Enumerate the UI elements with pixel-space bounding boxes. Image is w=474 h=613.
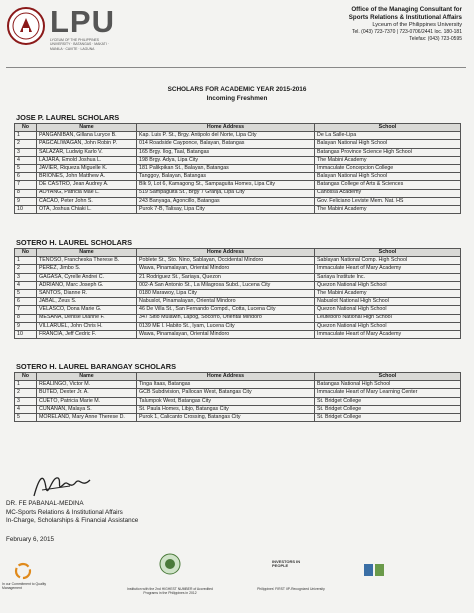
cell-address: Nabuslot, Pinamalayan, Oriental Mindoro: [137, 298, 315, 306]
table-row: [15, 381, 461, 389]
col-header-no: No: [15, 249, 37, 257]
cell-school: Immaculate Heart of Mary Learning Center: [315, 389, 461, 397]
scholars-table-shl-barangay: [14, 372, 461, 422]
cell-address: Purok 1, Calicanto Crossing, Batangas City: [137, 413, 315, 421]
table-row: [15, 306, 461, 314]
cell-school: Batangas National High School: [315, 381, 461, 389]
cell-no: 6: [15, 173, 37, 181]
cell-name: OTA, Joshua Chiaki L.: [37, 205, 137, 213]
cell-school: Batangas Province Science High School: [315, 148, 461, 156]
quality-ring-icon: [14, 562, 32, 580]
cell-school: Leuteboro National High School: [315, 314, 461, 322]
cell-name: JABAL, Zeus S.: [37, 298, 137, 306]
office-line-3: Lyceum of the Philippines University: [372, 22, 462, 29]
cell-address: 46 De Villa St., San Fernando Compd., Cotta, Lucena City: [137, 306, 315, 314]
cell-no: 5: [15, 413, 37, 421]
cell-school: Immaculate Heart of Mary Academy: [315, 330, 461, 338]
cell-name: MORELAND, Mary Anne Therese D.: [37, 413, 137, 421]
cell-school: The Mabini Academy: [315, 205, 461, 213]
cell-address: 198 Brgy. Adya, Lipa City: [137, 156, 315, 164]
cell-address: Purok 7-B, Talisay, Lipa City: [137, 205, 315, 213]
cell-no: 2: [15, 140, 37, 148]
cell-no: 3: [15, 273, 37, 281]
section-title-shl-barangay: SOTERO H. LAUREL BARANGAY SCHOLARS: [16, 362, 177, 371]
cell-name: PANGANIBAN, Gillana Luryce B.: [37, 132, 137, 140]
section-title-jpl: JOSE P. LAUREL SCHOLARS: [16, 113, 120, 122]
table-row: [15, 265, 461, 273]
footer-iip-text: Philippines' FIRST IIP-Recognized University: [257, 587, 325, 591]
cell-address: 002-A San Antonio St., La Milagrosa Subd., Lucena City: [137, 281, 315, 289]
table-row: [15, 156, 461, 164]
cell-school: Sariaya Institute Inc.: [315, 273, 461, 281]
cell-address: St. Paula Homes, Libjo, Batangas City: [137, 405, 315, 413]
cell-no: 9: [15, 197, 37, 205]
cell-no: 3: [15, 397, 37, 405]
signatory-name: DR. FE PABANAL-MEDINA: [6, 500, 84, 507]
table-row: [15, 314, 461, 322]
cell-name: SANTOS, Dianne R.: [37, 289, 137, 297]
table-row: [15, 405, 461, 413]
col-header-name: Name: [37, 124, 137, 132]
cell-school: Quezon National High School: [315, 281, 461, 289]
cell-school: St. Bridget College: [315, 413, 461, 421]
table-row: [15, 322, 461, 330]
cell-no: 1: [15, 132, 37, 140]
cell-no: 5: [15, 164, 37, 172]
table-row: [15, 397, 461, 405]
table-row: [15, 173, 461, 181]
footer-item-quality: [2, 582, 62, 591]
cell-name: ADRIANO, Marc Joseph G.: [37, 281, 137, 289]
cell-name: VELASCO, Dona Marie G.: [37, 306, 137, 314]
investors-in-people-logo: INVESTORS IN PEOPLE: [272, 559, 301, 569]
table-row: [15, 132, 461, 140]
cell-address: 181 Palikpikan St., Balayan, Batangas: [137, 164, 315, 172]
table-row: [15, 273, 461, 281]
cell-address: GCB Subdivision, Pallocan West, Batangas City: [137, 389, 315, 397]
table-row: [15, 181, 461, 189]
col-header-school: School: [315, 124, 461, 132]
scholars-table-shl: [14, 248, 461, 339]
office-line-2: Sports Relations & Institutional Affairs: [348, 14, 462, 22]
cell-school: Gov. Feliciano Leviste Mem. Nat. HS: [315, 197, 461, 205]
table-row: [15, 257, 461, 265]
title-line-1: SCHOLARS FOR ACADEMIC YEAR 2015-2016: [167, 86, 307, 93]
cell-address: 519 Sampaguita St., Brgy 7 Granja, Lipa City: [137, 189, 315, 197]
cell-name: CUNANAN, Malaya S.: [37, 405, 137, 413]
table-row: [15, 281, 461, 289]
section-title-shl: SOTERO H. LAUREL SCHOLARS: [16, 238, 133, 247]
cell-school: Canossa Academy: [315, 189, 461, 197]
cell-school: St. Bridget College: [315, 397, 461, 405]
office-line-1: Office of the Managing Consultant for: [351, 6, 462, 13]
cell-no: 4: [15, 405, 37, 413]
table-row: [15, 413, 461, 421]
cell-address: 347 Sitio Mulawin, Lapog, Socorro, Oriental Mindoro: [137, 314, 315, 322]
cell-name: CUETO, Patricia Marie M.: [37, 397, 137, 405]
cell-school: Quezon National High School: [315, 306, 461, 314]
cell-name: PAGCALIWAGAN, John Robin P.: [37, 140, 137, 148]
office-contact: [262, 6, 462, 42]
cell-no: 5: [15, 289, 37, 297]
cell-name: LAJARA, Emold Joshua L.: [37, 156, 137, 164]
cell-name: BUTED, Dexter Jr. A.: [37, 389, 137, 397]
cell-no: 4: [15, 281, 37, 289]
document-date: February 6, 2015: [6, 536, 54, 543]
cell-no: 2: [15, 265, 37, 273]
cell-name: CACAO, Peter John S.: [37, 197, 137, 205]
col-header-school: School: [315, 373, 461, 381]
brand-name: LPU: [50, 4, 115, 39]
office-phone: Tel. (043) 723-7370 | 723-0706/2441 loc. 180-181: [352, 29, 462, 36]
table-row: [15, 205, 461, 213]
cell-no: 4: [15, 156, 37, 164]
cell-no: 8: [15, 189, 37, 197]
cell-no: 1: [15, 257, 37, 265]
table-row: [15, 148, 461, 156]
cell-no: 6: [15, 298, 37, 306]
footer-accredited-line-2: Programs in the Philippines in 2012: [143, 591, 197, 596]
cell-no: 3: [15, 148, 37, 156]
table-row: [15, 164, 461, 172]
col-header-no: No: [15, 124, 37, 132]
scholars-table-jpl: [14, 123, 461, 214]
cell-address: Talumpok West, Batangas City: [137, 397, 315, 405]
cell-no: 9: [15, 322, 37, 330]
cell-school: Batangas College of Arts & Sciences: [315, 181, 461, 189]
header-divider: [6, 67, 466, 68]
page-title: [0, 86, 474, 103]
cell-no: 8: [15, 314, 37, 322]
table-row: [15, 298, 461, 306]
cell-name: REALINGO, Victor M.: [37, 381, 137, 389]
cell-school: Immaculate Concepcion College: [315, 164, 461, 172]
cell-school: The Mabini Academy: [315, 289, 461, 297]
footer-item-accredited: [115, 587, 225, 596]
footer-accredited-line-1: Institution with the 2nd HIGHEST NUMBER of Accredited: [127, 587, 213, 591]
cell-school: Sablayan National Comp. High School: [315, 257, 461, 265]
cell-name: AOYANG, Patricia Mae L.: [37, 189, 137, 197]
cell-name: SALAZAR, Ludwig Karlo V.: [37, 148, 137, 156]
col-header-address: Home Address: [137, 249, 315, 257]
footer-quality-text: In our Commitment to Quality Management: [2, 582, 47, 591]
signatory-block: [6, 500, 138, 526]
cell-address: Poblete St., Sto. Nino, Sablayan, Occidental Mindoro: [137, 257, 315, 265]
cell-address: 014 Roadside Cayponce, Balayan, Batangas: [137, 140, 315, 148]
cell-name: PEREZ, Jimbo S.: [37, 265, 137, 273]
cell-name: DE CASTRO, Jean Audrey A.: [37, 181, 137, 189]
table-row: [15, 197, 461, 205]
cell-address: 21 Rodriguez St., Sariaya, Quezon: [137, 273, 315, 281]
cell-address: 165 Brgy. Ilog, Taal, Batangas: [137, 148, 315, 156]
cell-school: St. Bridget College: [315, 405, 461, 413]
cell-address: Blk 9, Lot 6, Kamagong St., Sampaguita Homes, Lipa City: [137, 181, 315, 189]
signatory-title-1: MC-Sports Relations & Institutional Affairs: [6, 508, 123, 516]
cell-address: Wawa, Pinamalayan, Oriental Mindoro: [137, 265, 315, 273]
table-row: [15, 140, 461, 148]
cell-address: 0180 Marawoy, Lipa City: [137, 289, 315, 297]
cell-no: 7: [15, 306, 37, 314]
col-header-address: Home Address: [137, 124, 315, 132]
col-header-name: Name: [37, 249, 137, 257]
cell-address: Wawa, Pinamalayan, Oriental Mindoro: [137, 330, 315, 338]
lpu-seal-icon: [6, 6, 46, 46]
cell-name: MESANA, Denise Dianne F.: [37, 314, 137, 322]
cell-no: 1: [15, 381, 37, 389]
col-header-no: No: [15, 373, 37, 381]
col-header-address: Home Address: [137, 373, 315, 381]
cell-name: TENOSO, Francheska Therese B.: [37, 257, 137, 265]
accreditation-seal-icon: [159, 553, 181, 575]
cell-school: Immaculate Heart of Mary Academy: [315, 265, 461, 273]
brand-subtitle: LYCEUM OF THE PHILIPPINES UNIVERSITY · BATANGAS · MAKATI · MANILA · CAVITE · LAGUNA: [50, 38, 109, 51]
footer-accreditations: [0, 540, 474, 613]
cell-school: The Mabini Academy: [315, 156, 461, 164]
cell-name: JAVIER, Riqueza Miguelle K.: [37, 164, 137, 172]
cell-no: 10: [15, 330, 37, 338]
cell-address: Kap. Luis P. St., Brgy. Antipolo del Norte, Lipa City: [137, 132, 315, 140]
cell-name: FRANCIA, Jeff Cedric F.: [37, 330, 137, 338]
cell-name: BRIONES, John Matthew A.: [37, 173, 137, 181]
cell-no: 7: [15, 181, 37, 189]
cell-school: De La Salle-Lipa: [315, 132, 461, 140]
signatory-title-2: In-Charge, Scholarships & Financial Assistance: [6, 517, 139, 524]
certification-logo-icon: [363, 562, 385, 578]
table-row: [15, 289, 461, 297]
cell-school: Quezon National High School: [315, 322, 461, 330]
col-header-name: Name: [37, 373, 137, 381]
cell-address: Tinga Itaas, Batangas: [137, 381, 315, 389]
office-telefax: Telefax: (043) 723-0595: [409, 35, 462, 42]
handwritten-signature: [30, 470, 100, 500]
title-line-2: Incoming Freshmen: [206, 94, 268, 102]
footer-item-iip: [246, 559, 336, 591]
cell-no: 2: [15, 389, 37, 397]
cell-address: 0139 ME I. Habito St., Iyam, Lucena City: [137, 322, 315, 330]
cell-school: Balayan National High School: [315, 140, 461, 148]
table-row: [15, 389, 461, 397]
cell-school: Nabuslot National High School: [315, 298, 461, 306]
table-row: [15, 189, 461, 197]
cell-address: Tanggoy, Balayan, Batangas: [137, 173, 315, 181]
col-header-school: School: [315, 249, 461, 257]
cell-no: 10: [15, 205, 37, 213]
table-row: [15, 330, 461, 338]
cell-address: 243 Banyaga, Agoncillo, Batangas: [137, 197, 315, 205]
cell-name: VILLARUEL, John Chris H.: [37, 322, 137, 330]
cell-school: Balayan National High School: [315, 173, 461, 181]
cell-name: GAGASA, Cyrelle Andrei C.: [37, 273, 137, 281]
